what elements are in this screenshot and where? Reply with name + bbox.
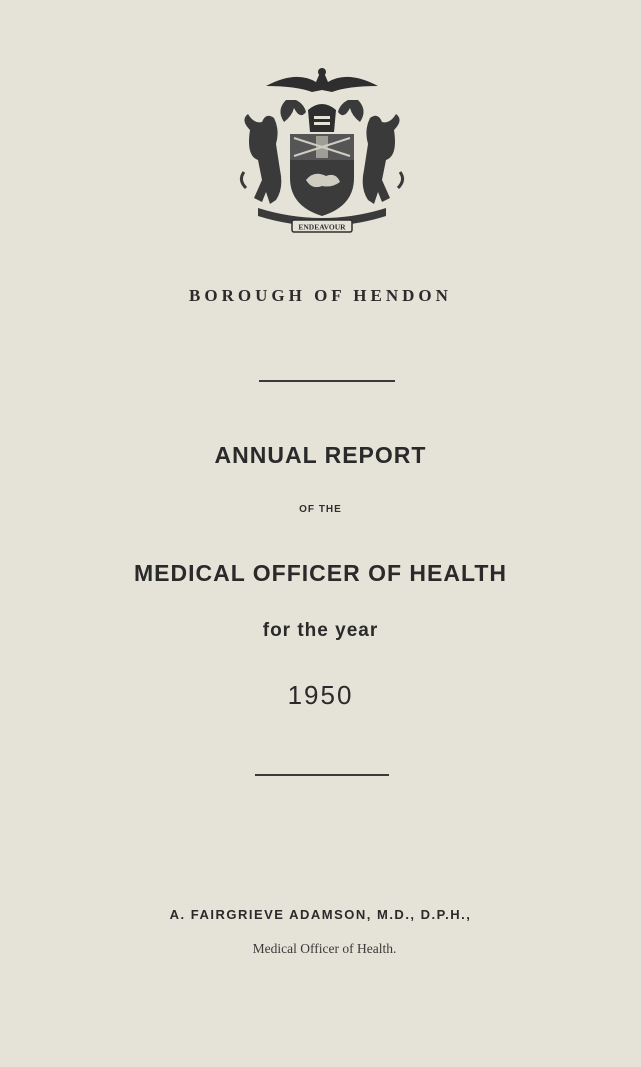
- borough-name: BOROUGH OF HENDON: [189, 286, 452, 305]
- report-subject: MEDICAL OFFICER OF HEALTH: [134, 560, 507, 586]
- for-the-year-label: for the year: [262, 620, 379, 641]
- crest-motto: ENDEAVOUR: [298, 222, 346, 232]
- author-title: Medical Officer of Health.: [252, 941, 397, 956]
- coat-of-arms-emblem: [236, 60, 408, 238]
- report-title: ANNUAL REPORT: [214, 442, 427, 468]
- divider-bottom: [255, 774, 389, 776]
- of-the-label: OF THE: [299, 504, 342, 515]
- divider-top: [259, 380, 395, 382]
- report-year: 1950: [287, 680, 354, 710]
- author-name: A. FAIRGRIEVE ADAMSON, M.D., D.P.H.,: [169, 907, 472, 922]
